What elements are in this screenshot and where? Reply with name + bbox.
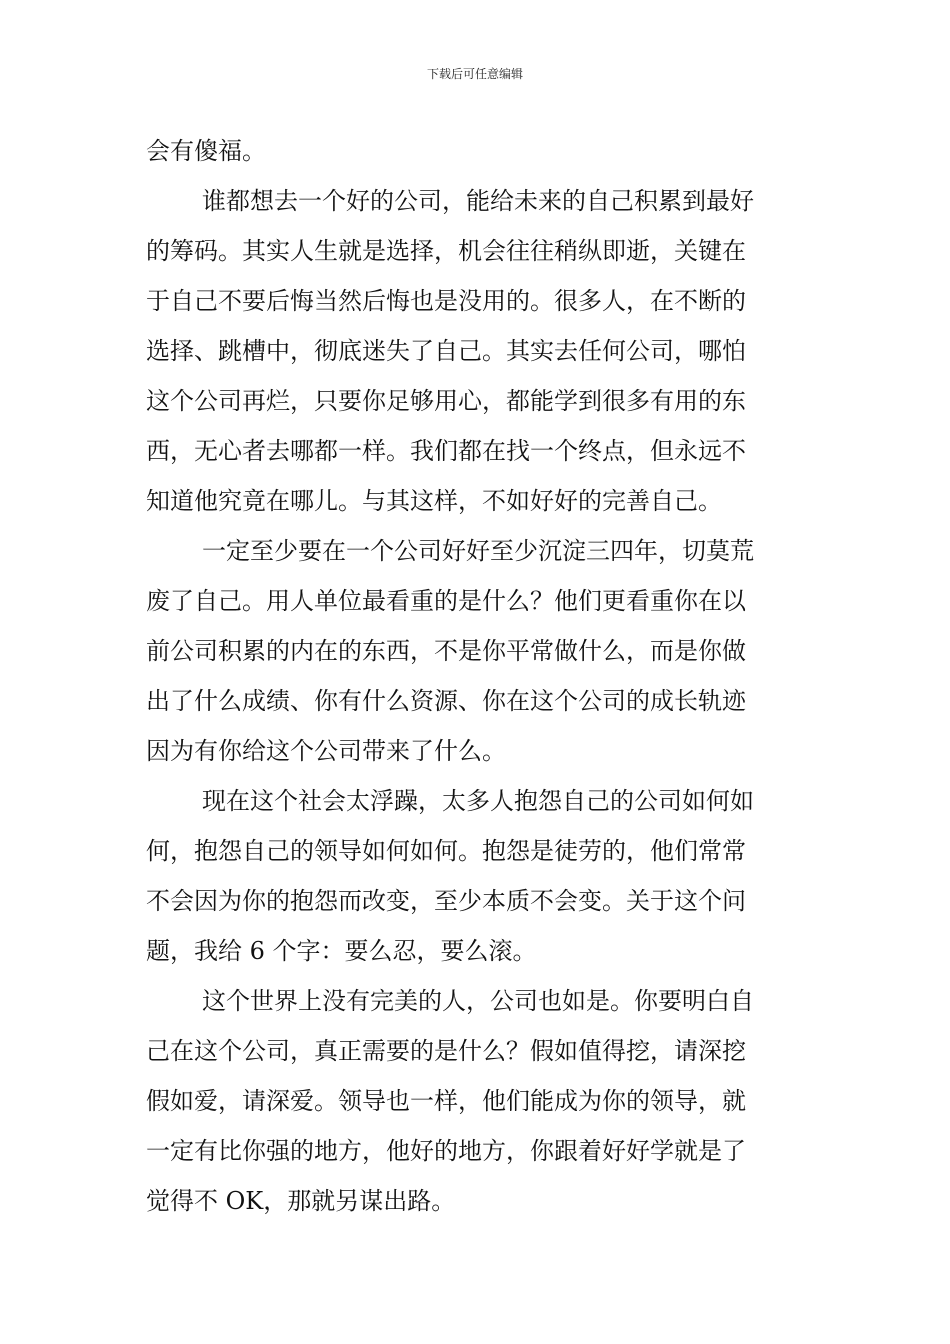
text-line: 西，无心者去哪都一样。我们都在找一个终点，但永远不 [146,437,746,465]
text-line: 谁都想去一个好的公司，能给未来的自己积累到最好 [202,187,754,215]
text-line: 假如爱，请深爱。领导也一样，他们能成为你的领导，就 [146,1087,746,1115]
text-line: 题，我给 6 个字：要么忍，要么滚。 [146,937,537,965]
text-line: 何，抱怨自己的领导如何如何。抱怨是徒劳的，他们常常 [146,837,746,865]
text-line: 觉得不 OK，那就另谋出路。 [146,1187,456,1215]
text-line: 前公司积累的内在的东西，不是你平常做什么，而是你做 [146,637,746,665]
text-line: 一定有比你强的地方，他好的地方，你跟着好好学就是了 [146,1137,746,1165]
text-line: 选择、跳槽中，彻底迷失了自己。其实去任何公司，哪怕 [146,337,746,365]
text-line: 于自己不要后悔当然后悔也是没用的。很多人，在不断的 [146,287,746,315]
text-line: 这个公司再烂，只要你足够用心，都能学到很多有用的东 [146,387,746,415]
text-line: 的筹码。其实人生就是选择，机会往往稍纵即逝，关键在 [146,237,746,265]
text-line: 不会因为你的抱怨而改变，至少本质不会变。关于这个问 [146,887,746,915]
text-line: 现在这个社会太浮躁，太多人抱怨自己的公司如何如 [202,787,754,815]
text-line: 知道他究竟在哪儿。与其这样，不如好好的完善自己。 [146,487,722,515]
text-line: 会有傻福。 [146,137,266,165]
text-line: 这个世界上没有完美的人，公司也如是。你要明白自 [202,987,754,1015]
text-line: 一定至少要在一个公司好好至少沉淀三四年，切莫荒 [202,537,754,565]
text-line: 因为有你给这个公司带来了什么。 [146,737,506,765]
text-line: 废了自己。用人单位最看重的是什么？他们更看重你在以 [146,587,746,615]
text-line: 己在这个公司，真正需要的是什么？假如值得挖，请深挖 [146,1037,746,1065]
body-text [146,126,806,1226]
page-header: 下载后可任意编辑 [426,67,523,81]
text-line: 出了什么成绩、你有什么资源、你在这个公司的成长轨迹 [146,687,746,715]
